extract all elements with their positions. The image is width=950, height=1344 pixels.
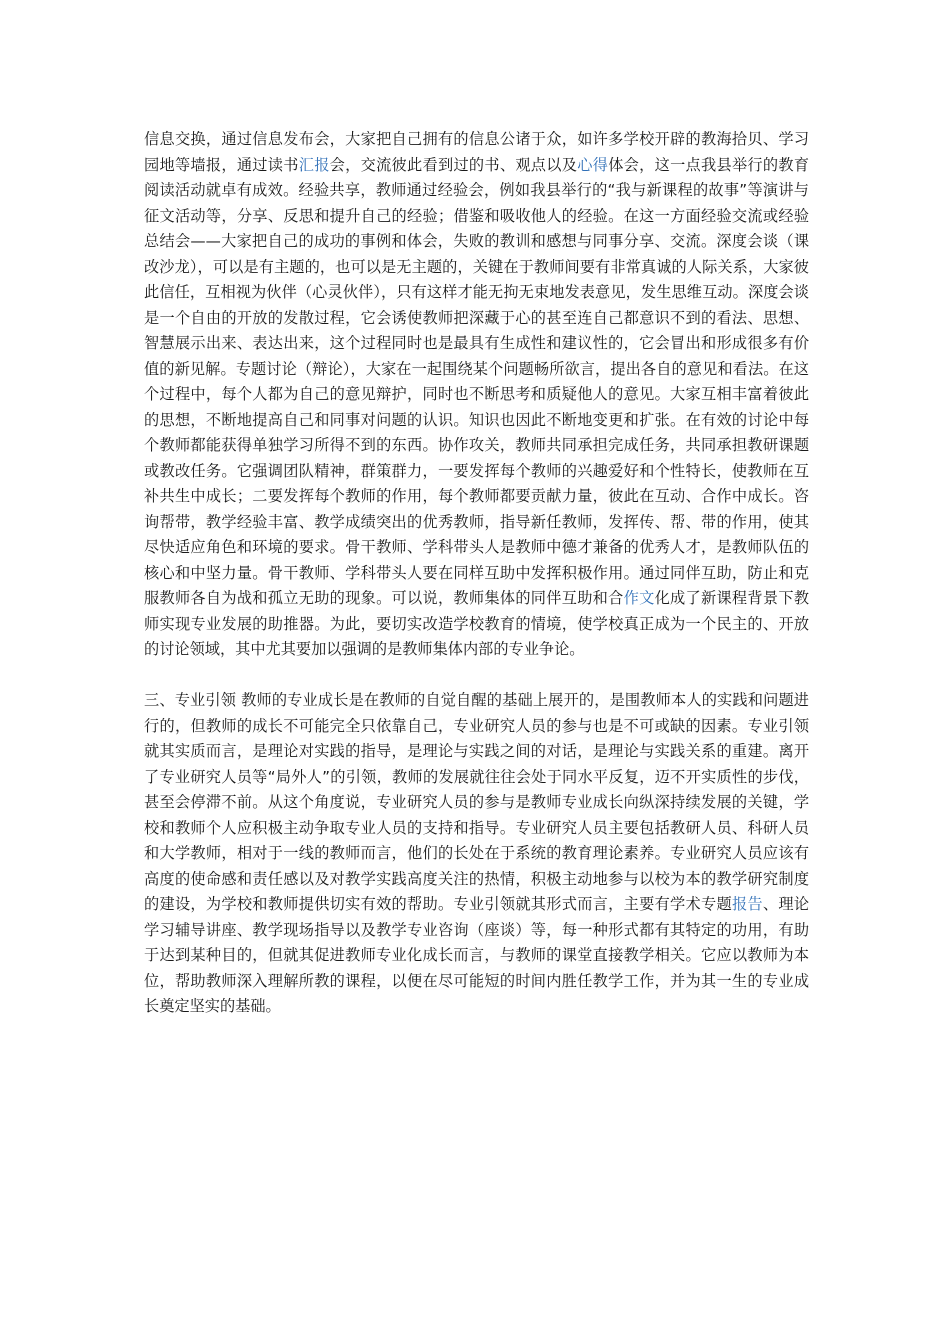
text-segment: 体会，这一点我县举行的教育阅读活动就卓有成效。经验共享，教师通过经验会，例如我县举行的“我与新课程的故事”等演讲与征文活动等，分享、反思和提升自己的经验；借鉴和吸收他人的经验。在这一方面经验交流或经验总结会——大家把自己的成功的事例和体会，失败的教训和感想与同事分享、交流。深度会谈（课改沙龙），可以是有主题的，也可以是无主题的，关键在于教师间要有非常真诚的人际关系，大家彼此信任，互相视为伙伴（心灵伙伴），只有这样才能无拘无束地发表意见，发生思维互动。深度会谈是一个自由的开放的发散过程，它会诱使教师把深藏于心的甚至连自己都意识不到的看法、思想、智慧展示出来、表达出来，这个过程同时也是最具有生成性和建议性的，它会冒出和形成很多有价值的新见解。专题讨论（辩论），大家在一起围绕某个问题畅所欲言，提出各自的意见和看法。在这个过程中，每个人都为自己的意见辩护，同时也不断思考和质疑他人的意见。大家互相丰富着彼此的思想，不断地提高自己和同事对问题的认识。知识也因此不断地变更和扩张。在有效的讨论中每个教师都能获得单独学习所得不到的东西。协作攻关，教师共同承担完成任务，共同承担教研课题或教改任务。它强调团队精神，群策群力，一要发挥每个教师的兴趣爱好和个性特长，使教师在互补共生中成长；二要发挥每个教师的作用，每个教师都要贡献力量，彼此在互动、合作中成长。咨询帮带，教学经验丰富、教学成绩突出的优秀教师，指导新任教师，发挥传、帮、带的作用，使其尽快适应角色和环境的要求。骨干教师、学科带头人是教师中德才兼备的优秀人才，是教师队伍的核心和中坚力量。骨干教师、学科带头人要在同样互助中发挥积极作用。通过同伴互助，防止和克服教师各自为战和孤立无助的现象。可以说，教师集体的同伴互助和合 (144, 155, 810, 607)
text-segment: 、理论学习辅导讲座、教学现场指导以及教学专业咨询（座谈）等，每一种形式都有其特定的功用，有助于达到某种目的，但就其促进教师专业化成长而言，与教师的课堂直接教学相关。它应以教师为本位，帮助教师深入理解所教的课程，以便在尽可能短的时间内胜任教学工作，并为其一生的专业成长奠定坚实的基础。 (144, 895, 810, 1015)
link-baogao[interactable]: 报告 (731, 895, 763, 913)
link-huibao[interactable]: 汇报 (298, 155, 330, 174)
paragraph-professional-guidance (144, 688, 809, 1020)
text-segment: 会，交流彼此看到过的书、观点以及 (329, 155, 578, 174)
document-body (144, 127, 809, 1020)
paragraph-peer-collaboration (144, 127, 809, 663)
text-segment: 信息交换，通过信息发布会，大家把自己拥有的信息公诸于众，如许多学校开辟的教海拾贝、学习园地等墙报，通过读书 (144, 130, 809, 174)
text-segment: 化成了新课程背景下教师实现专业发展的助推器。为此，要切实改造学校教育的情境，使学校真正成为一个民主的、开放的讨论领域，其中尤其要加以强调的是教师集体内部的专业争论。 (144, 589, 810, 658)
link-xinde[interactable]: 心得 (577, 155, 609, 174)
link-zuowen[interactable]: 作文 (623, 589, 655, 607)
text-segment: 三、专业引领 教师的专业成长是在教师的自觉自醒的基础上展开的，是围教师本人的实践和问题进行的，但教师的成长不可能完全只依靠自己，专业研究人员的参与也是不可或缺的因素。专业引领就其实质而言，是理论对实践的指导，是理论与实践之间的对话，是理论与实践关系的重建。离开了专业研究人员等“局外人”的引领，教师的发展就往往会处于同水平反复，迈不开实质性的步伐，甚至会停滞不前。从这个角度说，专业研究人员的参与是教师专业成长向纵深持续发展的关键，学校和教师个人应积极主动争取专业人员的支持和指导。专业研究人员主要包括教研人员、科研人员和大学教师，相对于一线的教师而言，他们的长处在于系统的教育理论素养。专业研究人员应该有高度的使命感和责任感以及对教学实践高度关注的热情，积极主动地参与以校为本的教学研究制度的建设，为学校和教师提供切实有效的帮助。专业引领就其形式而言，主要有学术专题 (144, 691, 809, 913)
